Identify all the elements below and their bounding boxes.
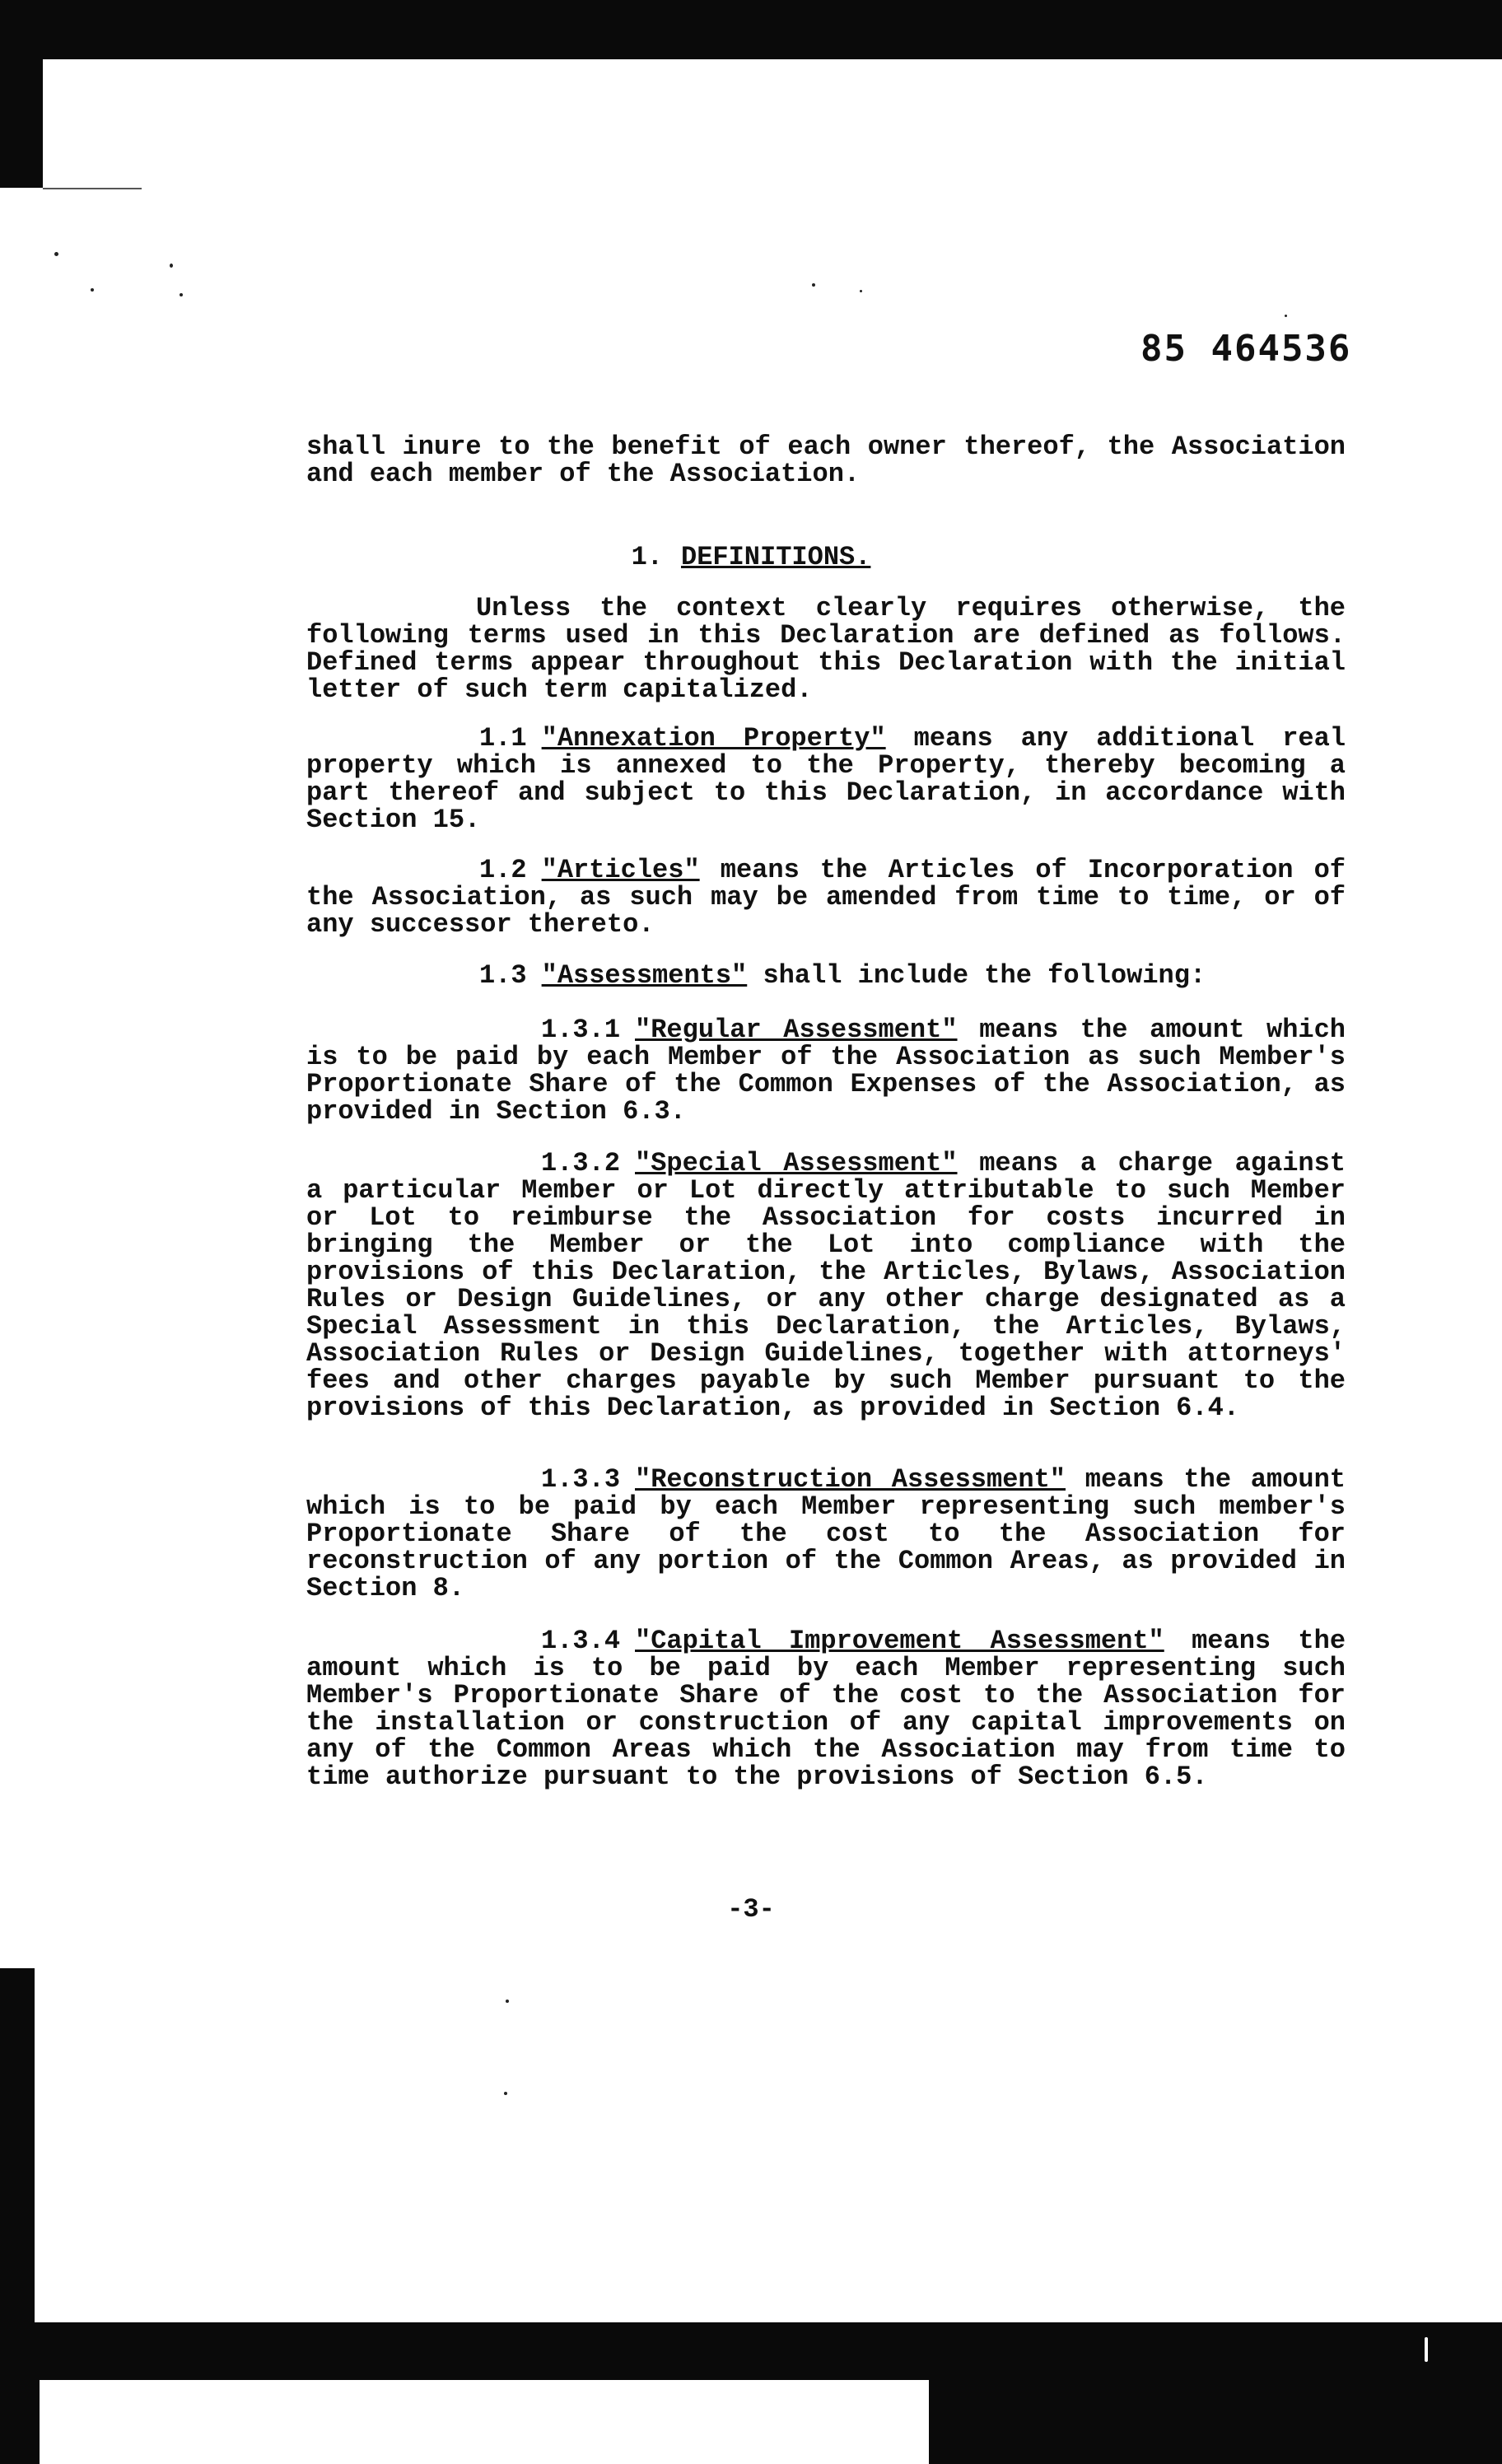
definition-text: means the Articles of Incorporation of the Association, as such may be amended from time to time, or of any successor thereto. bbox=[306, 855, 1346, 940]
definition-term: "Assessments" bbox=[541, 960, 748, 991]
definition-number: 1.3 bbox=[479, 960, 527, 991]
continuation-paragraph bbox=[306, 433, 1346, 488]
subdefinition-1-3-1 bbox=[306, 1016, 1346, 1125]
subdefinition-1-3-2 bbox=[306, 1150, 1346, 1421]
subdefinition-text: means the amount which is to be paid by each Member of the Association as such Member's Proportionate Share of the Common Expenses of the Association, as provided in Section 6.3. bbox=[306, 1015, 1346, 1127]
subdefinition-term: "Reconstruction Assessment" bbox=[635, 1464, 1066, 1495]
definition-1-2 bbox=[306, 856, 1346, 938]
definition-1-1 bbox=[306, 725, 1346, 833]
scan-speck bbox=[1285, 315, 1287, 317]
subdefinition-term: "Regular Assessment" bbox=[635, 1015, 958, 1045]
scan-speck bbox=[506, 2000, 509, 2003]
scan-white-patch bbox=[40, 2380, 929, 2464]
definition-term: "Annexation Property" bbox=[541, 723, 886, 754]
scan-speck bbox=[812, 283, 815, 287]
intro-text: Unless the context clearly requires otherwise, the following terms used in this Declaration are defined as follows. Defined terms appear throughout this Declaration with the initial letter of such term capitalized. bbox=[306, 593, 1346, 705]
subdefinition-text: means the amount which is to be paid by each Member representing such Member's Proportionate Share of the cost to the Association for the installation or construction of any capital improvements on any of the Common Areas which the Association may from time to time authorize pursuant to the provisions of Section 6.5. bbox=[306, 1626, 1346, 1792]
definition-text: shall include the following: bbox=[763, 960, 1206, 991]
definition-term: "Articles" bbox=[541, 855, 700, 885]
subdefinition-text: means a charge against a particular Member or Lot directly attributable to such Member or Lot to reimburse the Association for costs incurred in bringing the Member or the Lot into compliance with the provisions of this Declaration, the Articles, Bylaws, Association Rules or Design Guidelines, or any other charge designated as a Special Assessment in this Declaration, the Articles, Bylaws, Association Rules or Design Guidelines, together with attorneys' fees and other charges payable by such Member pursuant to the provisions of this Declaration, as provided in Section 6.4. bbox=[306, 1148, 1346, 1423]
subdefinition-term: "Special Assessment" bbox=[635, 1148, 958, 1178]
scan-speck bbox=[504, 2092, 507, 2095]
definition-1-3 bbox=[306, 962, 1346, 989]
subdefinition-1-3-4 bbox=[306, 1627, 1346, 1790]
subdefinition-number: 1.3.3 bbox=[541, 1464, 621, 1495]
intro-paragraph bbox=[306, 595, 1346, 703]
definition-number: 1.2 bbox=[479, 855, 527, 885]
scan-speck bbox=[860, 290, 862, 292]
document-number: 85 464536 bbox=[1140, 328, 1352, 370]
scan-left-edge-top bbox=[0, 59, 43, 188]
scan-speck bbox=[180, 293, 183, 296]
section-number: 1. bbox=[631, 542, 663, 572]
definition-number: 1.1 bbox=[479, 723, 527, 754]
subdefinition-number: 1.3.1 bbox=[541, 1015, 621, 1045]
subdefinition-term: "Capital Improvement Assessment" bbox=[635, 1626, 1164, 1656]
scan-speck bbox=[1425, 2337, 1428, 2362]
scan-rule-line bbox=[43, 188, 142, 189]
subdefinition-number: 1.3.4 bbox=[541, 1626, 621, 1656]
scan-left-edge-bottom bbox=[0, 1968, 35, 2347]
page-number: -3- bbox=[727, 1894, 775, 1925]
section-heading bbox=[0, 544, 1502, 572]
continuation-text: shall inure to the benefit of each owner thereof, the Association and each member of the Association. bbox=[306, 432, 1346, 489]
subdefinition-text: means the amount which is to be paid by each Member representing such member's Proportionate Share of the cost to the Association for reconstruction of any portion of the Common Areas, as provided in Section 8. bbox=[306, 1464, 1346, 1603]
scan-speck bbox=[170, 264, 173, 268]
section-title: DEFINITIONS. bbox=[680, 542, 871, 572]
scan-top-border bbox=[0, 0, 1502, 59]
scan-speck bbox=[54, 252, 58, 256]
scan-speck bbox=[91, 288, 94, 292]
definition-text: means any additional real property which is annexed to the Property, thereby becoming a part thereof and subject to this Declaration, in accordance with Section 15. bbox=[306, 723, 1346, 835]
subdefinition-1-3-3 bbox=[306, 1466, 1346, 1602]
subdefinition-number: 1.3.2 bbox=[541, 1148, 621, 1178]
